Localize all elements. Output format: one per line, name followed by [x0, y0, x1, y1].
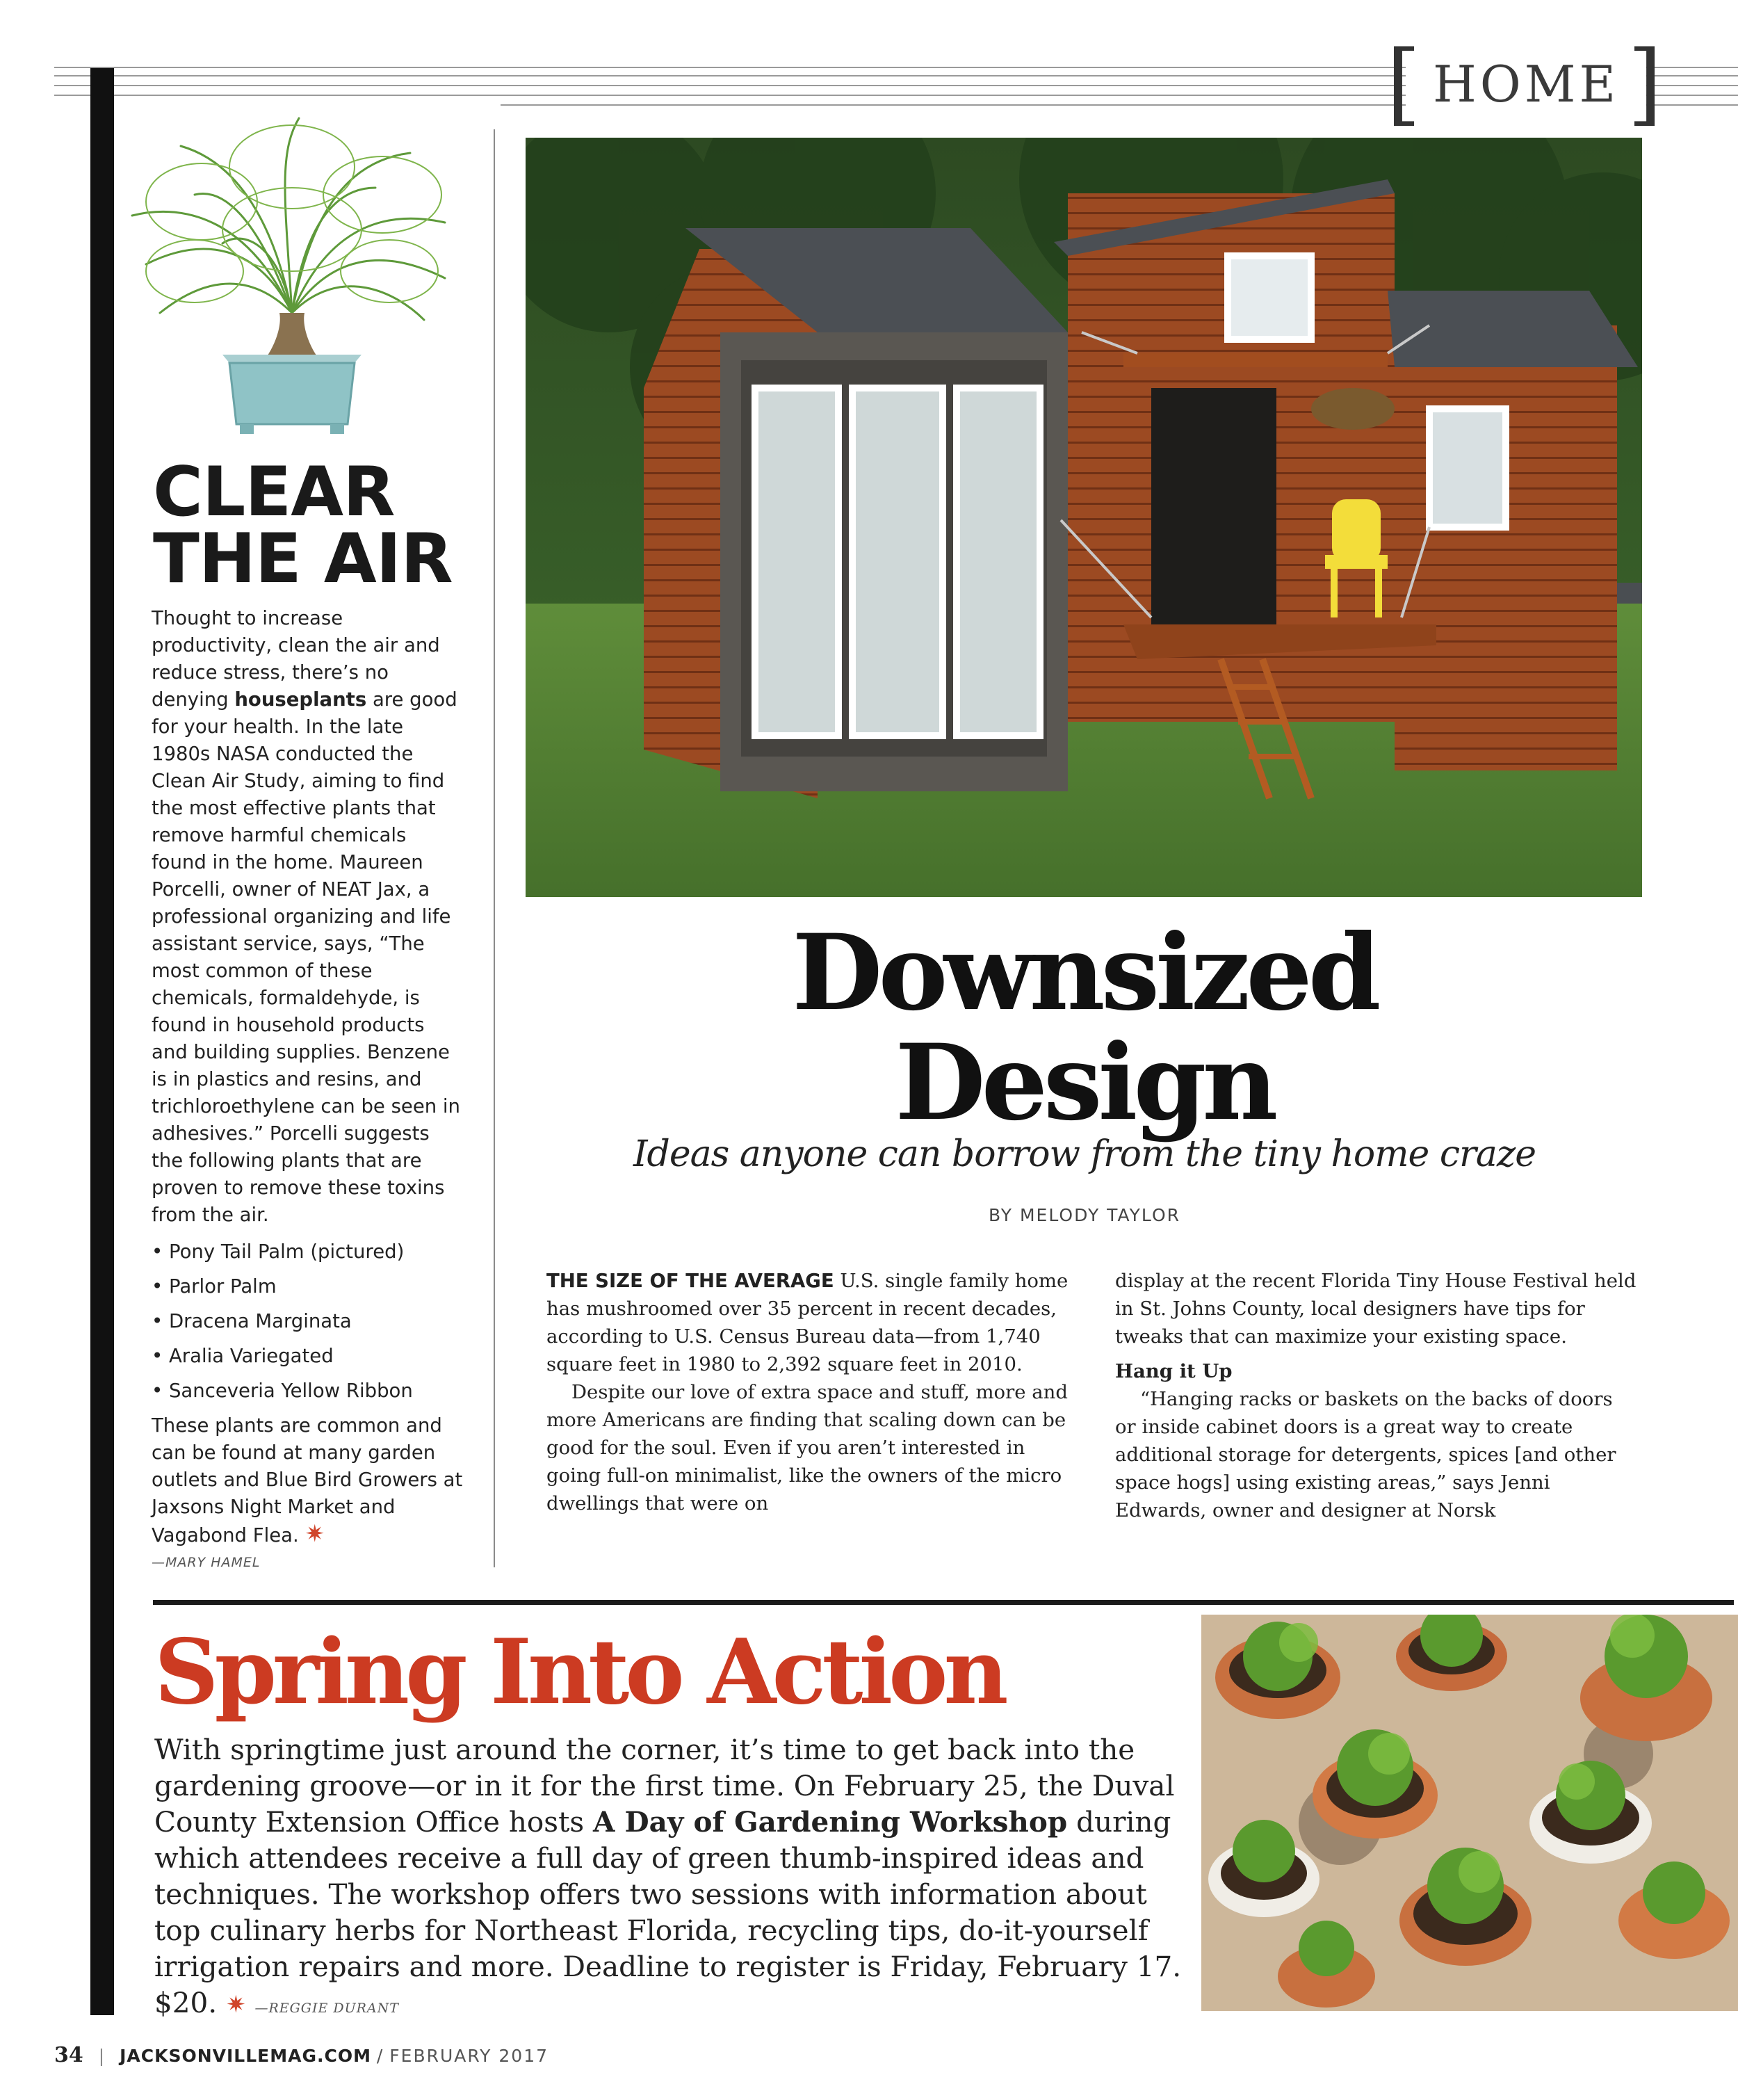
sidebar-title — [153, 453, 487, 599]
footer-slash: / — [376, 2046, 384, 2066]
sidebar-title-line1: CLEAR — [153, 453, 395, 532]
lead-in: THE SIZE OF THE AVERAGE — [546, 1270, 834, 1292]
sidebar-closing-text: These plants are common and can be found at many garden outlets and Blue Bird Growers at Jaxsons Night Market and Vagabond Flea. — [152, 1414, 463, 1546]
sidebar-intro-post: are good for your health. In the late 1980s NASA conducted the Clean Air Study, aiming to find the most effective plants that remove harmful chemicals found in the home. Maureen Porcelli, owner of NEAT Jax, a professional organizing and life assistant service, says, “The most common of these chemicals, formaldehyde, is found in household products and building supplies. Benzene is in plastics and resins, and trichloroethylene can be seen in adhesives.” Porcelli suggests the following plants that are proven to remove these toxins from the air. — [152, 688, 460, 1226]
sidebar-body — [152, 605, 464, 1576]
sidebar-intro-pre: Thought to increase productivity, clean the air and reduce stress, there’s no denying — [152, 607, 440, 711]
sidebar-intro — [152, 605, 464, 1229]
spring-paragraph — [154, 1731, 1197, 2026]
sidebar-title-line2: THE AIR — [153, 519, 453, 599]
end-mark-icon: ✷ — [226, 1991, 246, 2019]
spring-body-pre: With springtime just around the corner, it’s time to get back into the gardening groove—or in it for the first time. On February 25, the Duval County Extension Office hosts — [154, 1733, 1175, 1839]
feature-headline — [528, 912, 1641, 1144]
feature-paragraph-1 — [546, 1267, 1069, 1378]
feature-paragraph-2-cont: display at the recent Florida Tiny House Festival held in St. Johns County, local designers have tips for tweaks that can maximize your existing space. — [1115, 1270, 1637, 1348]
spring-body-bold: A Day of Gardening Workshop — [593, 1805, 1068, 1839]
footer-separator: | — [98, 2046, 105, 2066]
feature-subhead: Hang it Up — [1115, 1360, 1233, 1382]
headline-line1: Downsized — [792, 912, 1377, 1034]
bracket-right-icon: ] — [1627, 32, 1666, 136]
feature-byline: BY MELODY TAYLOR — [988, 1205, 1181, 1225]
list-item: • Aralia Variegated — [152, 1339, 464, 1373]
footer-site: JACKSONVILLEMAG.COM — [120, 2046, 371, 2066]
section-label: HOME — [1432, 55, 1620, 113]
list-item: • Pony Tail Palm (pictured) — [152, 1234, 464, 1269]
potted-plants-photo — [1201, 1615, 1738, 2011]
list-item: • Dracena Marginata — [152, 1304, 464, 1339]
section-tag — [1386, 32, 1666, 136]
spring-title: Spring Into Action — [154, 1620, 1005, 1725]
plant-list — [152, 1234, 464, 1408]
feature-p1-text: U.S. single family home has mushroomed over 35 percent in recent decades, according to U.S. Census Bureau data—from 1,740 square feet in 1980 to 2,392 square feet in 2010. — [546, 1270, 1069, 1375]
footer-date: FEBRUARY 2017 — [389, 2046, 549, 2066]
pony-tail-palm-illustration — [118, 104, 466, 452]
spring-credit: —REGGIE DURANT — [254, 2001, 399, 2016]
feature-paragraph-3: “Hanging racks or baskets on the backs of doors or inside cabinet doors is a great way to create additional storage for detergents, spices [and other space hogs] using existing areas,” says Jenni Edwards, owner and designer at Norsk — [1115, 1388, 1616, 1521]
sidebar-intro-bold: houseplants — [234, 688, 367, 711]
left-vertical-bar — [90, 68, 114, 2015]
bracket-left-icon: [ — [1386, 32, 1424, 136]
list-item: • Parlor Palm — [152, 1269, 464, 1304]
headline-line2: Design — [895, 1021, 1274, 1144]
section-divider — [153, 1600, 1734, 1605]
spring-body-post: during which attendees receive a full day of green thumb-inspired ideas and techniques. The workshop offers two sessions with information about top culinary herbs for Northeast Florida, recycling tips, do-it-yourself irrigation repairs and more. Deadline to register is Friday, February 17. $20. — [154, 1805, 1182, 2019]
sidebar-credit: —MARY HAMEL — [152, 1555, 261, 1570]
list-item: • Sanceveria Yellow Ribbon — [152, 1373, 464, 1408]
feature-column-2 — [1115, 1267, 1638, 1524]
sidebar-closing — [152, 1412, 464, 1549]
feature-dek: Ideas anyone can borrow from the tiny home craze — [633, 1133, 1536, 1175]
column-divider — [494, 129, 495, 1567]
page-number: 34 — [54, 2043, 83, 2067]
feature-column-1 — [546, 1267, 1069, 1517]
tiny-house-photo — [526, 138, 1642, 897]
end-mark-icon: ✷ — [304, 1520, 325, 1548]
feature-paragraph-2: Despite our love of extra space and stuff, more and more Americans are finding that scaling down can be good for the soul. Even if you aren’t interested in going full-on minimalist, like the owners of the micro dwellings that were on — [546, 1381, 1068, 1515]
page-footer — [54, 2043, 549, 2067]
spring-body — [154, 1731, 1197, 2026]
